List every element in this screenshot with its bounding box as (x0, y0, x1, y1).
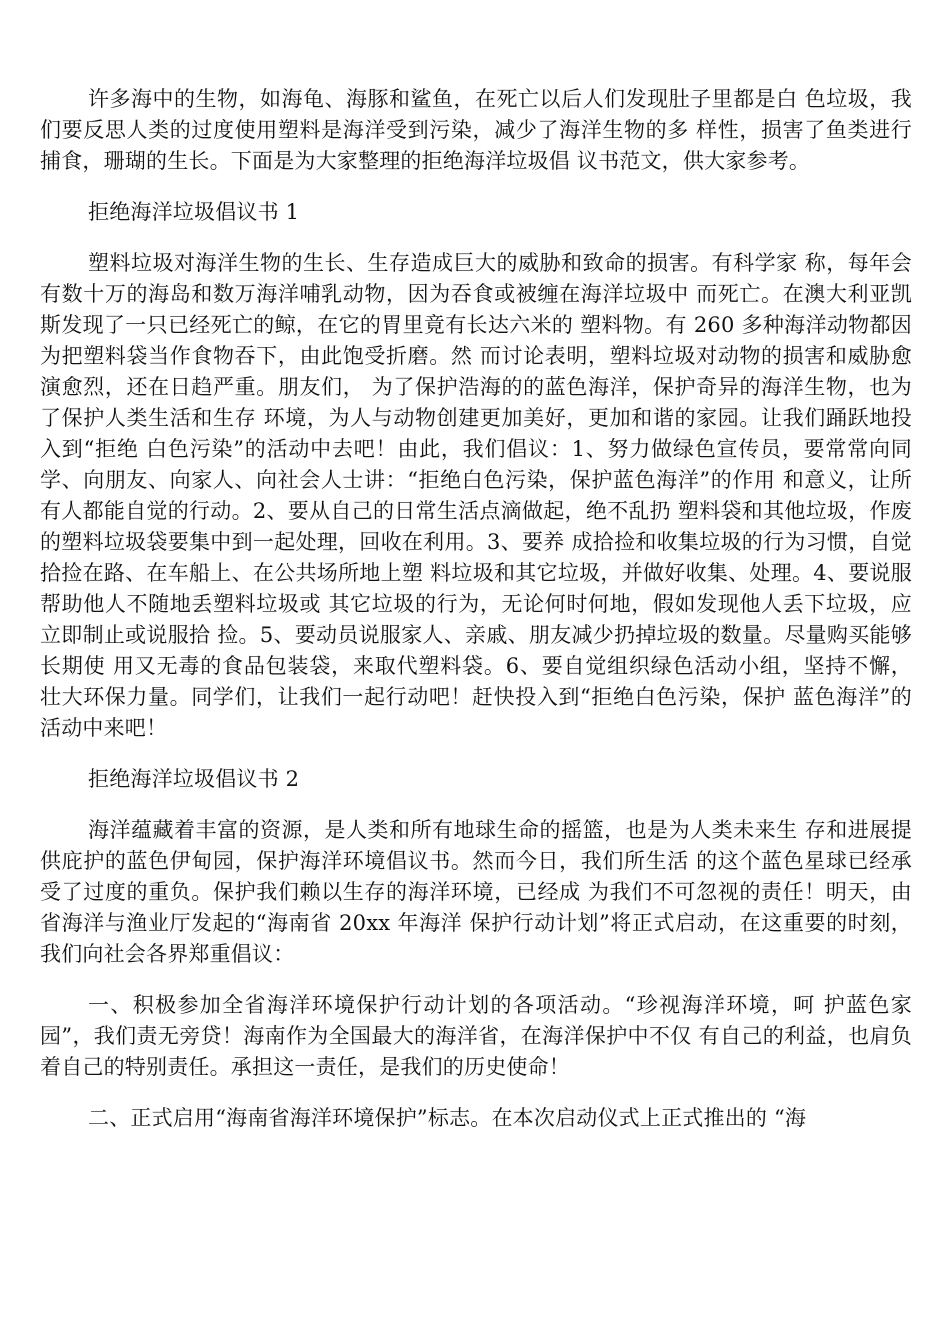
section-2-body: 海洋蕴藏着丰富的资源，是人类和所有地球生命的摇篮，也是为人类未来生 存和进展提供庇护的蓝色伊甸园，保护海洋环境倡议书。然而今日，我们所生活 的这个蓝色星球已经承受了过度的重负。保护我们赖以生存的海洋环境，已经成 为我们不可忽视的责任！明天，由省海洋与渔业厅发起的“海南省 20xx 年海洋 保护行动计划”将正式启动，在这重要的时刻，我们向社会各界郑重倡议： (40, 818, 912, 966)
section-heading-1: 拒绝海洋垃圾倡议书 1 (88, 200, 300, 224)
proposal-item-2: 二、正式启用“海南省海洋环境保护”标志。在本次启动仪式上正式推出的 “海 (88, 1106, 807, 1130)
section-1-body: 塑料垃圾对海洋生物的生长、生存造成巨大的威胁和致命的损害。有科学家 称，每年会有数十万的海岛和数万海洋哺乳动物，因为吞食或被缠在海洋垃圾中 而死亡。在澳大利亚凯斯发现了一只已经死亡的鲸，在它的胃里竟有长达六米的 塑料物。有 260 多种海洋动物都因为把塑料袋当作食物吞下，由此饱受折磨。然 而讨论表明，塑料垃圾对动物的损害和威胁愈演愈烈，还在日趋严重。朋友们， 为了保护浩海的的蓝色海洋，保护奇异的海洋生物，也为了保护人类生活和生存 环境，为人与动物创建更加美好，更加和谐的家园。让我们踊跃地投入到“拒绝 白色污染”的活动中去吧！由此，我们倡议：1、努力做绿色宣传员，要常常向同 学、向朋友、向家人、向社会人士讲：“拒绝白色污染，保护蓝色海洋”的作用 和意义，让所有人都能自觉的行动。2、要从自己的日常生活点滴做起，绝不乱扔 塑料袋和其他垃圾，作废的塑料垃圾袋要集中到一起处理，回收在利用。3、要养 成拾捡和收集垃圾的行为习惯，自觉拾捡在路、在车船上、在公共场所地上塑 料垃圾和其它垃圾，并做好收集、处理。4、要说服帮助他人不随地丢塑料垃圾或 其它垃圾的行为，无论何时何地，假如发现他人丢下垃圾，应立即制止或说服拾 捡。5、要动员说服家人、亲戚、朋友减少扔掉垃圾的数量。尽量购买能够长期使 用又无毒的食品包装袋，来取代塑料袋。6、要自觉组织绿色活动小组，坚持不懈， 壮大环保力量。同学们，让我们一起行动吧！赶快投入到“拒绝白色污染，保护 蓝色海洋”的活动中来吧！ (40, 251, 912, 740)
intro-paragraph: 许多海中的生物，如海龟、海豚和鲨鱼，在死亡以后人们发现肚子里都是白 色垃圾，我们要反思人类的过度使用塑料是海洋受到污染，减少了海洋生物的多 样性，损害了鱼类进行捕食，珊瑚的生长。下面是为大家整理的拒绝海洋垃圾倡 议书范文，供大家参考。 (40, 87, 912, 173)
document-page (40, 84, 912, 1154)
section-heading-2: 拒绝海洋垃圾倡议书 2 (88, 767, 300, 791)
proposal-item-1: 一、积极参加全省海洋环境保护行动计划的各项活动。“珍视海洋环境，呵 护蓝色家园”，我们责无旁贷！海南作为全国最大的海洋省，在海洋保护中不仅 有自己的利益，也肩负着自己的特别责任。承担这一责任，是我们的历史使命！ (40, 993, 912, 1079)
